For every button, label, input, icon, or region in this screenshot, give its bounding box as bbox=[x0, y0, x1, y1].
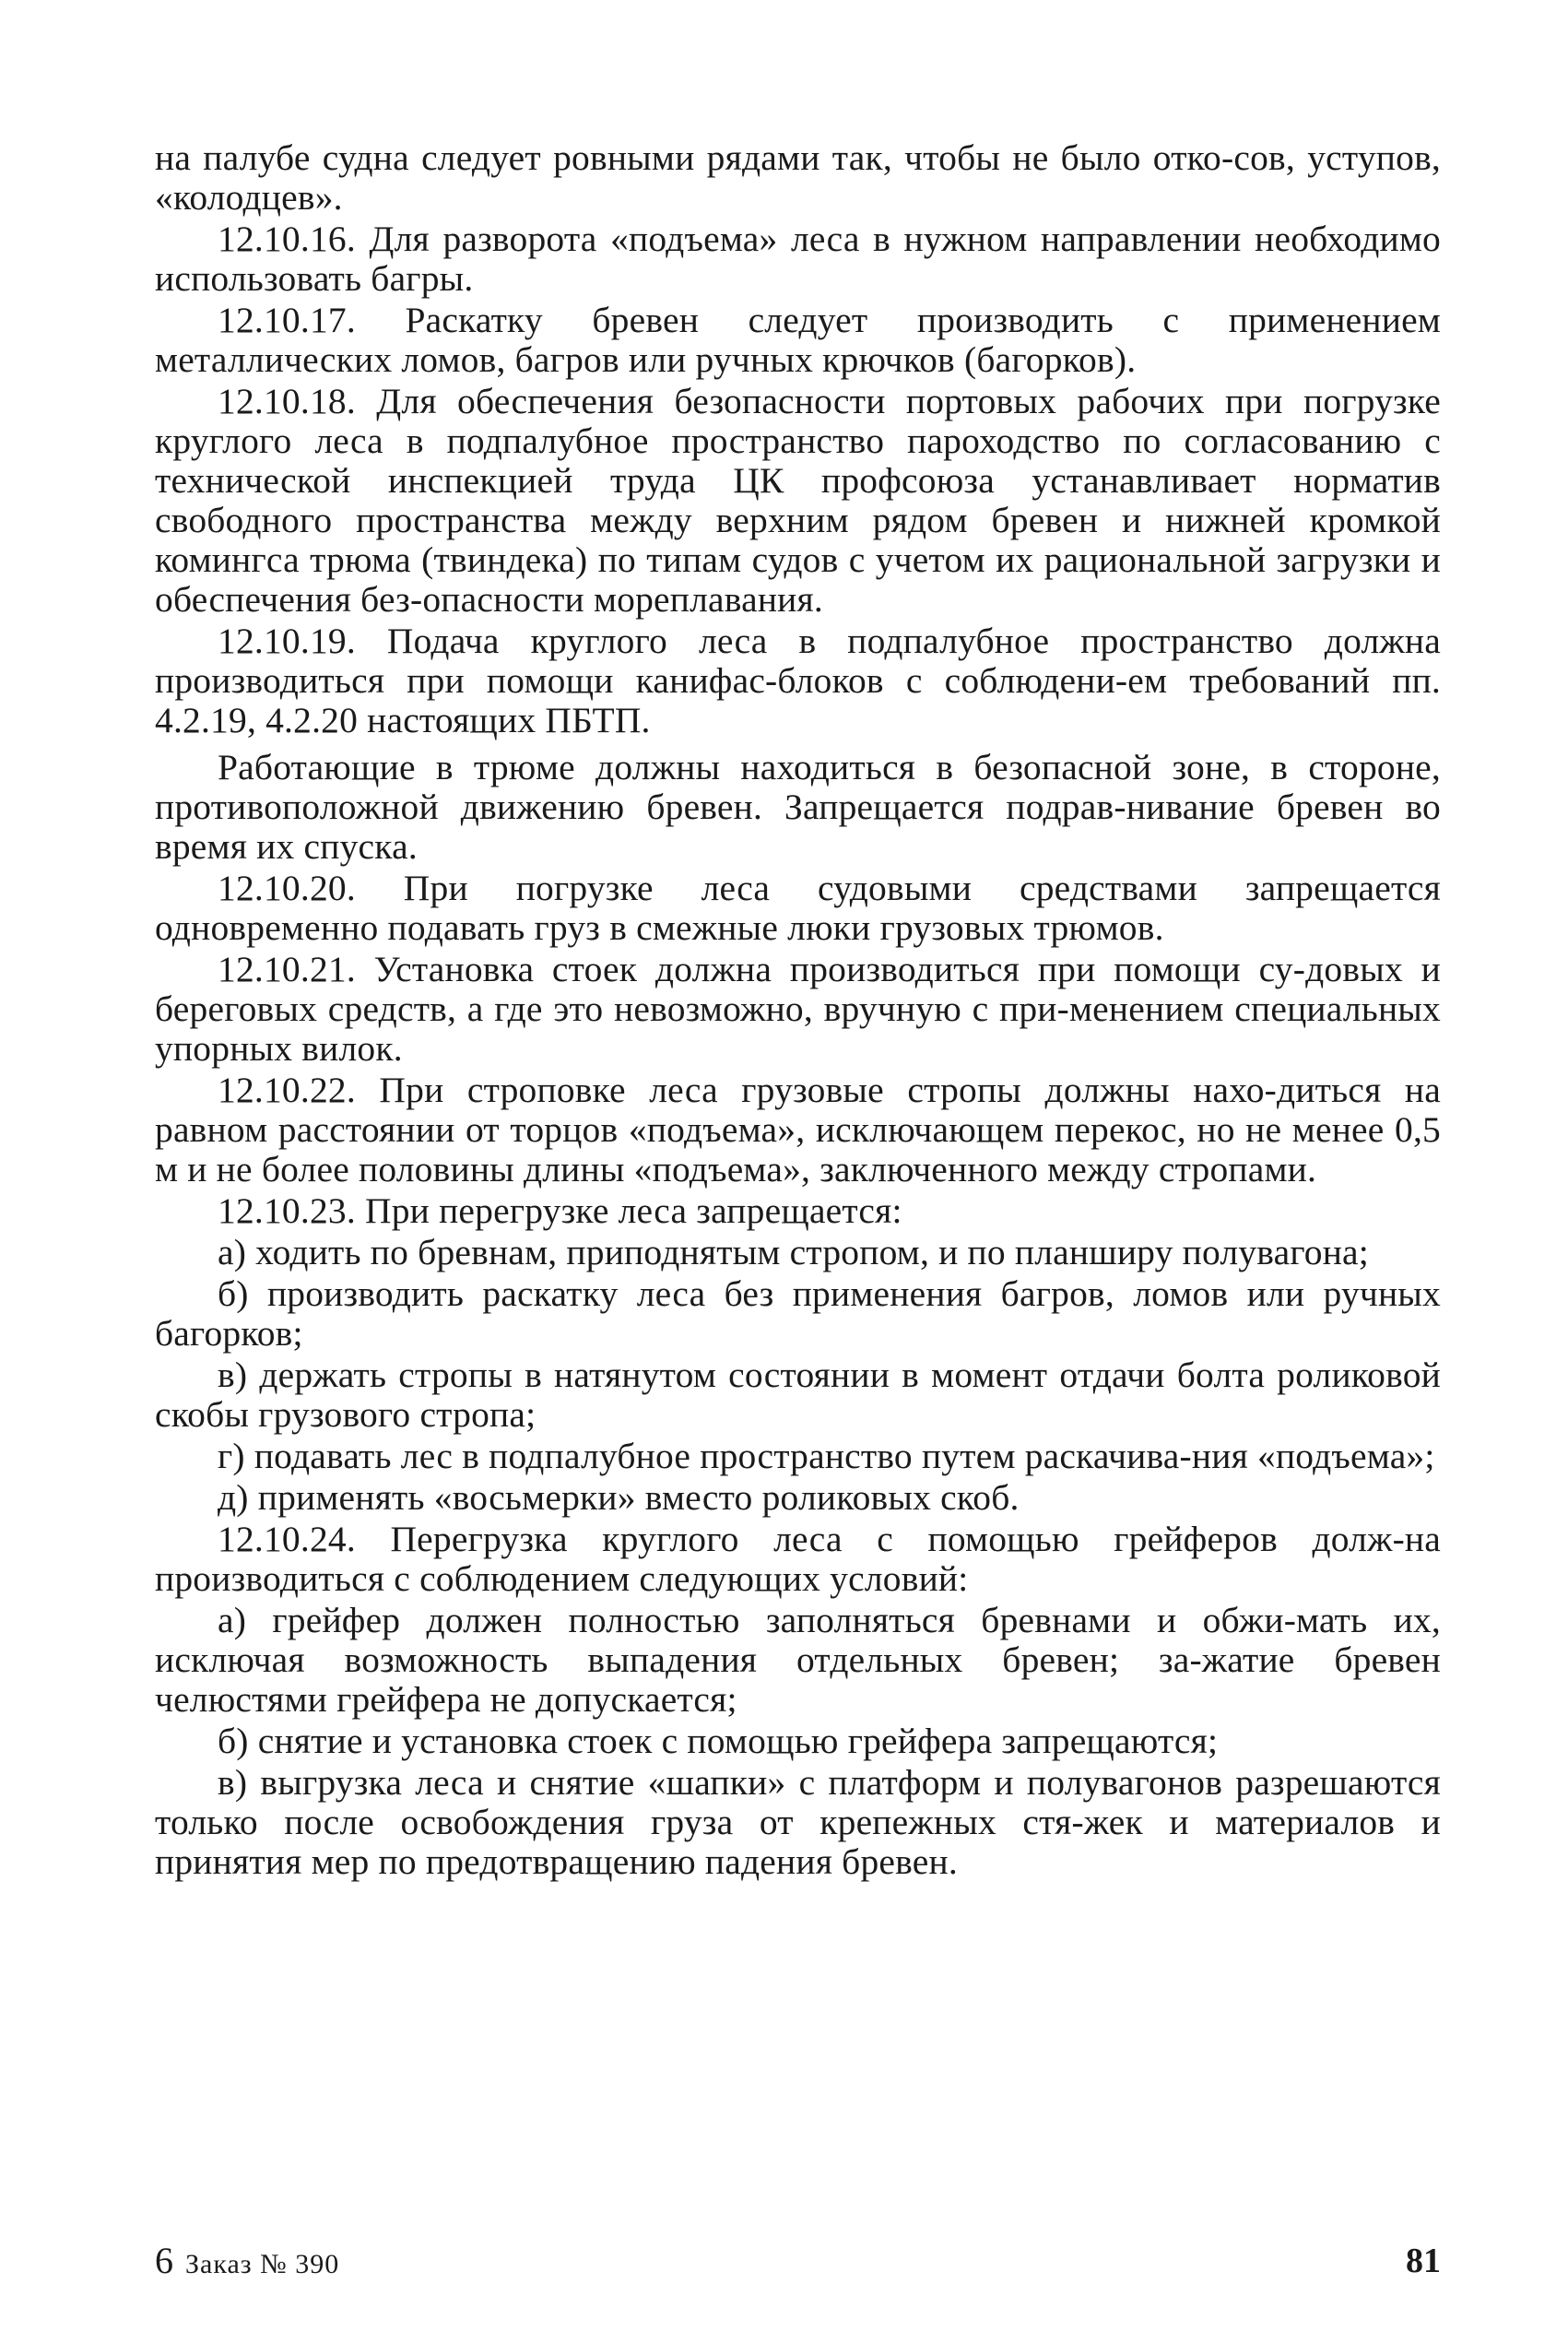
paragraph-12-10-24: 12.10.24. Перегрузка круглого леса с помощью грейферов долж-на производиться с соблюдением следующих условий: bbox=[155, 1519, 1441, 1599]
list-item-g: г) подавать лес в подпалубное пространство путем раскачива-ния «подъема»; bbox=[218, 1436, 1435, 1476]
paragraph-12-10-20: 12.10.20. При погрузке леса судовыми средствами запрещается одновременно подавать груз в смежные люки грузовых трюмов. bbox=[155, 868, 1441, 948]
grab-item-a: а) грейфер должен полностью заполняться бревнами и обжи-мать их, исключая возможность выпадения отдельных бревен; за-жатие бревен челюстями грейфера не допускается; bbox=[155, 1600, 1441, 1720]
signature-number: 6 bbox=[155, 2240, 174, 2281]
print-signature bbox=[155, 2242, 339, 2283]
paragraph-hold-workers: Работающие в трюме должны находиться в безопасной зоне, в стороне, противоположной движению бревен. Запрещается подрав-нивание бревен во время их спуска. bbox=[155, 747, 1441, 867]
order-number: Заказ № 390 bbox=[185, 2249, 340, 2279]
page-footer bbox=[155, 2242, 1441, 2289]
paragraph-12-10-19: 12.10.19. Подача круглого леса в подпалубное пространство должна производиться при помощи канифас-блоков с соблюдени-ем требований пп. 4.2.19, 4.2.20 настоящих ПБТП. bbox=[155, 621, 1441, 740]
list-item-v: в) держать стропы в натянутом состоянии в момент отдачи болта роликовой скобы грузового стропа; bbox=[155, 1355, 1441, 1435]
list-item-b: б) производить раскатку леса без применения багров, ломов или ручных багорков; bbox=[155, 1273, 1441, 1354]
list-item-d: д) применять «восьмерки» вместо роликовых скоб. bbox=[218, 1477, 1020, 1518]
paragraph-12-10-23: 12.10.23. При перегрузке леса запрещается: bbox=[218, 1190, 902, 1231]
paragraph-continuation: на палубе судна следует ровными рядами так, чтобы не было отко-сов, уступов, «колодцев». bbox=[155, 137, 1441, 218]
paragraph-12-10-18: 12.10.18. Для обеспечения безопасности портовых рабочих при погрузке круглого леса в подпалубное пространство пароходство по согласованию с технической инспекцией труда ЦК профсоюза устанавливает норматив свободного пространства между верхним рядом бревен и нижней кромкой комингса трюма (твиндека) по типам судов с учетом их рациональной загрузки и обеспечения без-опасности мореплавания. bbox=[155, 381, 1441, 620]
page-number: 81 bbox=[1406, 2242, 1441, 2280]
page-body bbox=[155, 138, 1441, 1884]
list-item-a: а) ходить по бревнам, приподнятым стропом, и по планширу полувагона; bbox=[218, 1232, 1369, 1272]
paragraph-12-10-17: 12.10.17. Раскатку бревен следует производить с применением металлических ломов, багров или ручных крючков (багорков). bbox=[155, 300, 1441, 380]
paragraph-12-10-21: 12.10.21. Установка стоек должна производиться при помощи су-довых и береговых средств, а где это невозможно, вручную с при-менением специальных упорных вилок. bbox=[155, 949, 1441, 1069]
paragraph-12-10-16: 12.10.16. Для разворота «подъема» леса в нужном направлении необходимо использовать багры. bbox=[155, 219, 1441, 299]
grab-item-b: б) снятие и установка стоек с помощью грейфера запрещаются; bbox=[218, 1721, 1219, 1761]
paragraph-12-10-22: 12.10.22. При строповке леса грузовые стропы должны нахо-диться на равном расстоянии от торцов «подъема», исключающем перекос, но не менее 0,5 м и не более половины длины «подъема», заключенного между стропами. bbox=[155, 1070, 1441, 1189]
grab-item-v: в) выгрузка леса и снятие «шапки» с платформ и полувагонов разрешаются только после освобождения груза от крепежных стя-жек и материалов и принятия мер по предотвращению падения бревен. bbox=[155, 1762, 1441, 1882]
